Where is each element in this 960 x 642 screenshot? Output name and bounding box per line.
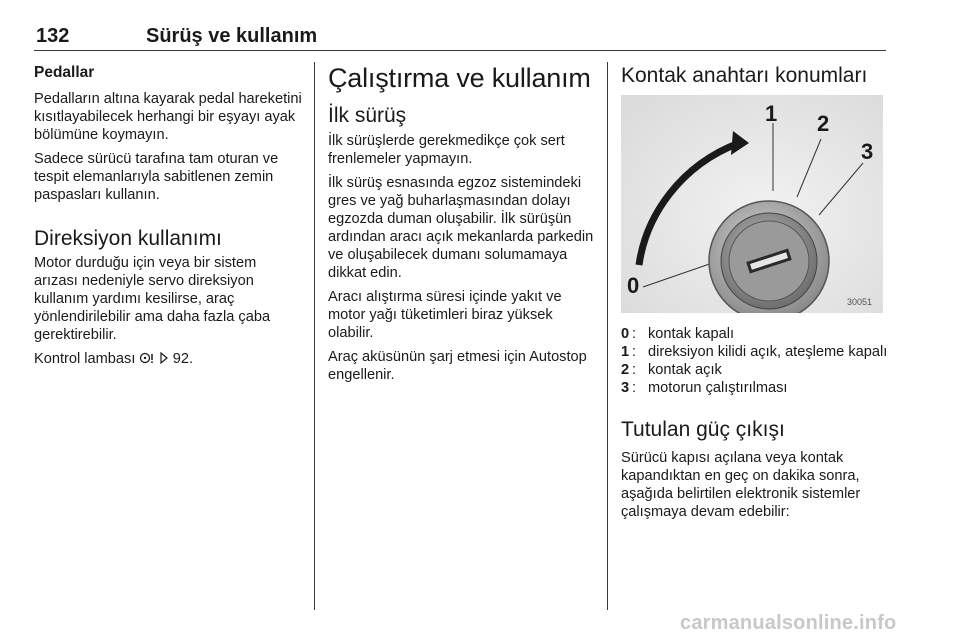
legend-text: kontak açık: [648, 362, 722, 378]
figure-label-2: 2: [817, 111, 830, 136]
figure-code: 30051: [847, 297, 873, 307]
power-paragraph-1: Sürücü kapısı açılana veya kontak kapandıktan en geç on dakika sonra, aşağıda belirtilen elektronik sistemler çalışmaya devam edebilir:: [621, 450, 861, 520]
control-lamp-text: Kontrol lambası: [34, 351, 136, 367]
legend-key: 1: [621, 344, 630, 360]
control-lamp-ref[interactable]: 92.: [172, 351, 194, 367]
page-reference-icon: [159, 351, 173, 366]
ignition-switch-figure: [621, 95, 883, 313]
figure-label-0: 0: [627, 273, 640, 298]
first-drive-paragraph-3: Aracı alıştırma süresi içinde yakıt ve motor yağı tüketimleri biraz yüksek olabilir.: [328, 289, 562, 341]
legend-colon: :: [632, 362, 637, 378]
legend-text: kontak kapalı: [648, 326, 734, 342]
column-divider-2: [607, 62, 608, 610]
watermark: carmanualsonline.info: [680, 612, 897, 634]
pedals-paragraph-2: Sadece sürücü tarafına tam oturan ve tespit elemanlarıyla sabitlenen zemin paspasları kullanın.: [34, 151, 279, 203]
position-legend: [621, 325, 889, 397]
control-lamp-line: [34, 350, 302, 368]
pedals-heading: Pedallar: [34, 64, 95, 81]
legend-text: direksiyon kilidi açık, ateşleme kapalı: [648, 344, 888, 360]
legend-text: motorun çalıştırılması: [648, 380, 788, 396]
legend-key: 3: [621, 380, 630, 396]
first-drive-paragraph-4: Araç aküsünün şarj etmesi için Autostop engellenir.: [328, 349, 587, 383]
legend-colon: :: [632, 326, 637, 342]
steering-warning-icon: [139, 351, 159, 366]
steering-heading: Direksiyon kullanımı: [34, 227, 222, 250]
legend-item: [621, 325, 889, 343]
power-heading: Tutulan güç çıkışı: [621, 418, 785, 441]
steering-paragraph-1: Motor durduğu için veya bir sistem arızası nedeniyle servo direksiyon kullanım yardımı kesilirse, araç yönlendirilebilir ama daha fazla çaba gerektirebilir.: [34, 255, 271, 343]
column-1: [34, 60, 302, 374]
legend-colon: :: [632, 380, 637, 396]
first-drive-heading: İlk sürüş: [328, 104, 407, 127]
ignition-heading: Kontak anahtarı konumları: [621, 64, 868, 87]
section-title: Sürüş ve kullanım: [146, 25, 318, 47]
main-heading: Çalıştırma ve kullanım: [328, 63, 591, 93]
page-header: [34, 20, 886, 51]
legend-key: 2: [621, 362, 630, 378]
column-3: [621, 60, 889, 527]
first-drive-paragraph-1: İlk sürüşlerde gerekmedikçe çok sert frenlemeler yapmayın.: [328, 133, 565, 167]
legend-item: [621, 343, 889, 361]
legend-item: [621, 379, 889, 397]
column-2: [328, 60, 598, 390]
pedals-paragraph-1: Pedalların altına kayarak pedal hareketini kısıtlayabilecek herhangi bir eşyayı ayak bölümüne koymayın.: [34, 91, 302, 143]
figure-label-3: 3: [861, 139, 874, 164]
page-number: 132: [36, 25, 70, 47]
column-divider-1: [314, 62, 315, 610]
legend-key: 0: [621, 326, 630, 342]
legend-colon: :: [632, 344, 637, 360]
figure-label-1: 1: [765, 101, 778, 126]
legend-item: [621, 361, 889, 379]
first-drive-paragraph-2: İlk sürüş esnasında egzoz sistemindeki gres ve yağ buharlaşmasından dolayı egzozda duman oluşabilir. İlk sürüşün ardından aracı açık mekanlarda parkedin ve oluşabilecek dumanı solumamaya dikkat edin.: [328, 175, 594, 281]
